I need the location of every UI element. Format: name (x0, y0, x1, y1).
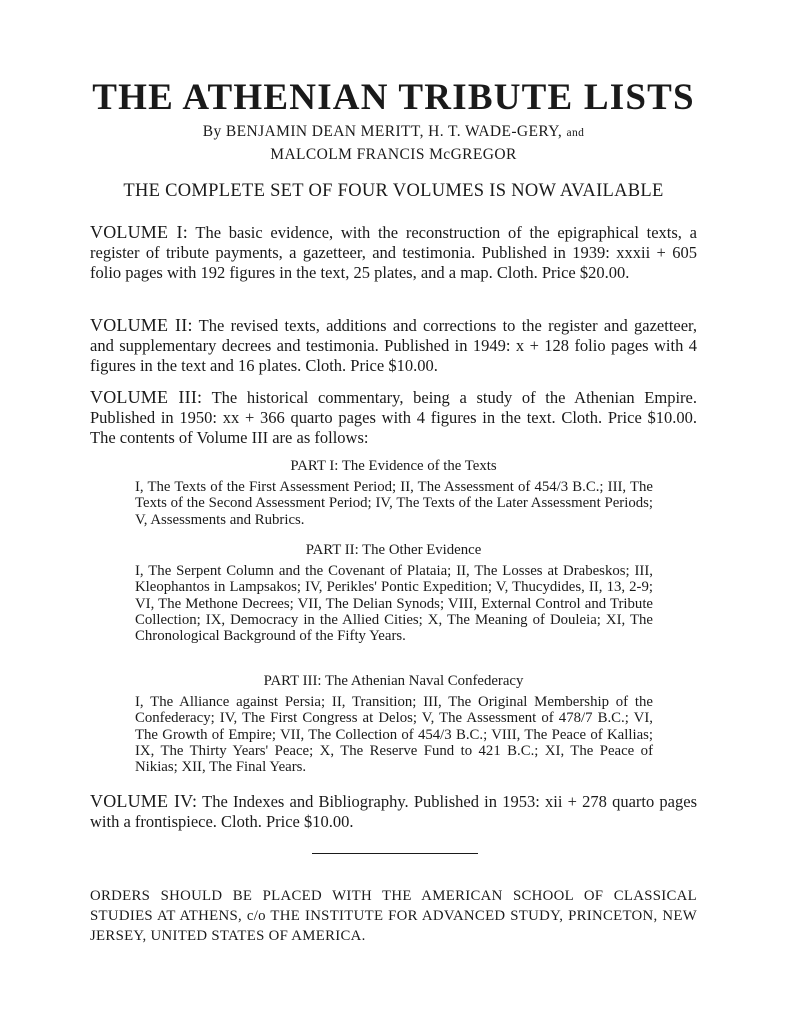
page-title: THE ATHENIAN TRIBUTE LISTS (92, 77, 695, 118)
volume-3-entry (90, 387, 697, 448)
volume-1-entry (90, 222, 697, 283)
volume-1-text: The basic evidence, with the reconstruction of the epigraphical texts, a register of tribute payments, a gazetteer, and testimonia. Published in 1939: xxxii + 605 folio pages with 192 figures in the text, 25 plates, and a map. Cloth. Price $20.00. (90, 223, 697, 282)
volume-3-label: VOLUME III: (90, 387, 203, 407)
part-3-title: PART III: The Athenian Naval Confederacy (263, 673, 524, 689)
part-2-contents: I, The Serpent Column and the Covenant of Plataia; II, The Losses at Drabeskos; III, Kleophantos in Lampsakos; IV, Perikles' Pontic Expedition; V, Thucydides, II, 13, 2-9; VI, The Methone Decrees; VII, The Delian Synods; VIII, External Control and Tribute Collection; IX, Democracy in the Allied Cities; X, The Meaning of Douleia; XI, The Chronological Background of the Fifty Years. (135, 563, 653, 645)
author-line-1 (0, 121, 787, 144)
by-word: By (202, 123, 222, 140)
author-line-2: MALCOLM FRANCIS McGREGOR (270, 146, 517, 163)
volume-2-text: The revised texts, additions and corrections to the register and gazetteer, and supplementary decrees and testimonia. Published in 1949: x + 128 folio pages with 4 figures in the text and 16 plates. Cloth. Price $10.00. (90, 316, 698, 375)
author-names: BENJAMIN DEAN MERITT, H. T. WADE-GERY, (225, 123, 563, 140)
part-3-contents: I, The Alliance against Persia; II, Transition; III, The Original Membership of the Confederacy; IV, The First Congress at Delos; V, The Assessment of 478/7 B.C.; VI, The Growth of Empire; VII, The Collection of 454/3 B.C.; VIII, The Peace of Kallias; IX, The Thirty Years' Peace; X, The Reserve Fund to 421 B.C.; XI, The Peace of Nikias; XII, The Final Years. (135, 694, 653, 776)
availability-heading: THE COMPLETE SET OF FOUR VOLUMES IS NOW AVAILABLE (123, 181, 664, 201)
part-1-title: PART I: The Evidence of the Texts (290, 458, 497, 474)
and-word: and (566, 127, 585, 139)
part-1-contents: I, The Texts of the First Assessment Period; II, The Assessment of 454/3 B.C.; III, The Texts of the Second Assessment Period; IV, The Texts of the Later Assessment Periods; V, Assessments and Rubrics. (135, 479, 653, 528)
volume-2-entry (90, 315, 697, 376)
part-2-title: PART II: The Other Evidence (305, 542, 482, 558)
ordering-information: ORDERS SHOULD BE PLACED WITH THE AMERICAN SCHOOL OF CLASSICAL STUDIES AT ATHENS, c/o THE INSTITUTE FOR ADVANCED STUDY, PRINCETON, NEW JERSEY, UNITED STATES OF AMERICA. (90, 888, 697, 944)
volume-2-label: VOLUME II: (90, 315, 193, 335)
volume-4-label: VOLUME IV: (90, 791, 198, 811)
volume-4-entry (90, 791, 697, 832)
volume-4-text: The Indexes and Bibliography. Published in 1953: xii + 278 quarto pages with a frontispiece. Cloth. Price $10.00. (90, 792, 697, 831)
volume-1-label: VOLUME I: (90, 222, 188, 242)
volume-3-text: The historical commentary, being a study of the Athenian Empire. Published in 1950: xx + 366 quarto pages with 4 figures in the text. Cloth. Price $10.00. The contents of Volume III are as follows: (90, 388, 697, 447)
section-divider (312, 853, 478, 854)
author-credits (0, 121, 787, 165)
